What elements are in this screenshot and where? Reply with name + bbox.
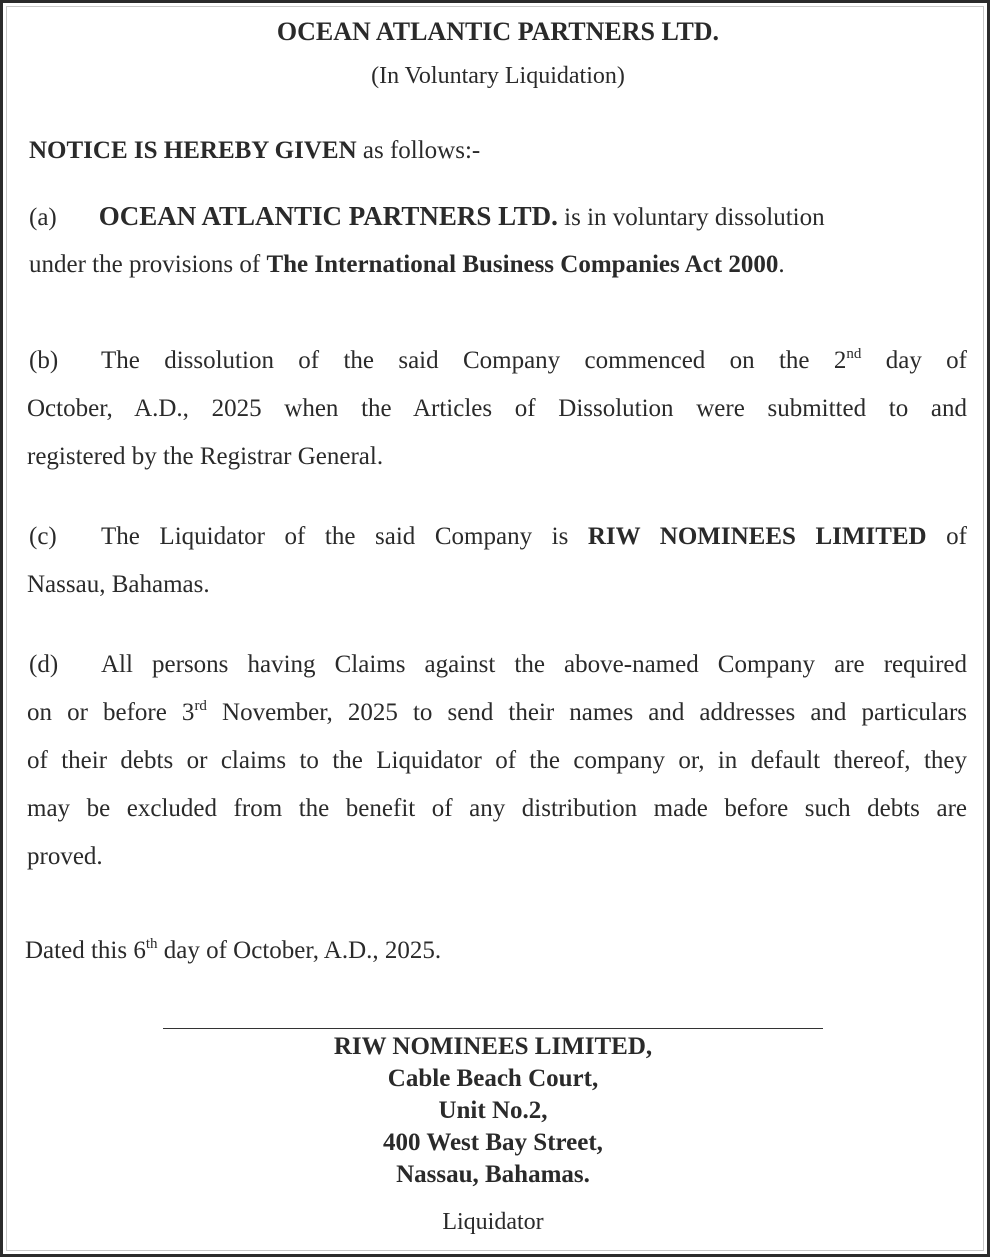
dated-sup: th <box>145 936 158 952</box>
signature-line <box>163 1028 823 1029</box>
dated-post: day of October, A.D., 2025. <box>157 937 442 964</box>
notice-lead-rest: as follows:- <box>356 137 481 164</box>
para-d-marker: (d) <box>29 651 59 678</box>
para-a-marker: (a) <box>29 204 57 231</box>
signatory-address-3: 400 West Bay Street, <box>383 1129 603 1156</box>
signatory-name: RIW NOMINEES LIMITED, <box>333 1033 653 1060</box>
para-a-company: OCEAN ATLANTIC PARTNERS LTD. <box>98 201 558 231</box>
para-b-line1 <box>101 347 967 375</box>
para-a-line1 <box>29 201 825 232</box>
para-a-act: The International Business Companies Act 2000 <box>266 251 779 278</box>
signatory-role: Liquidator <box>442 1209 544 1235</box>
dated-line <box>25 937 441 965</box>
para-d-line2-pre: on or before 3 <box>27 699 195 726</box>
para-b-line3: registered by the Registrar General. <box>27 443 384 470</box>
notice-subtitle: (In Voluntary Liquidation) <box>371 63 625 89</box>
para-c-liquidator: RIW NOMINEES LIMITED <box>587 523 927 550</box>
para-d-line5: proved. <box>27 843 103 870</box>
para-d-line4-text: may be excluded from the benefit of any distribution made before such debts are <box>27 795 967 822</box>
para-d-line1-text: All persons having Claims against the above-named Company are required <box>101 651 967 678</box>
notice-lead-bold: NOTICE IS HEREBY GIVEN <box>29 137 357 164</box>
para-b-line2-text: October, A.D., 2025 when the Articles of Dissolution were submitted to and <box>27 395 967 422</box>
para-b-marker: (b) <box>29 347 59 374</box>
para-a-end: . <box>778 251 785 278</box>
para-a-line2 <box>29 251 785 279</box>
notice-lead <box>29 137 480 165</box>
para-c-marker: (c) <box>29 523 57 550</box>
para-d-line1 <box>101 651 967 679</box>
para-d-line4 <box>27 795 967 823</box>
dated-pre: Dated this 6 <box>25 937 146 964</box>
para-d-line2-post: November, 2025 to send their names and addresses and particulars <box>206 699 968 726</box>
para-b-line1-pre: The dissolution of the said Company commenced on the 2 <box>101 347 847 374</box>
signatory-address-1: Cable Beach Court, <box>387 1065 599 1092</box>
para-d-line3-text: of their debts or claims to the Liquidator of the company or, in default thereof, they <box>27 747 967 774</box>
signatory-address-2: Unit No.2, <box>438 1097 548 1124</box>
para-c-line2: Nassau, Bahamas. <box>27 571 210 598</box>
notice-title: OCEAN ATLANTIC PARTNERS LTD. <box>276 17 720 46</box>
signatory-address-4: Nassau, Bahamas. <box>396 1161 590 1188</box>
para-b-line1-sup: nd <box>846 346 862 362</box>
para-d-line2-sup: rd <box>194 698 207 714</box>
para-d-line2 <box>27 699 967 727</box>
para-d-line3 <box>27 747 967 775</box>
para-b-line1-post: day of <box>861 347 967 374</box>
para-c-line1 <box>101 523 967 551</box>
para-b-line2 <box>27 395 967 423</box>
para-c-line1-pre: The Liquidator of the said Company is <box>101 523 588 550</box>
para-c-line1-post: of <box>926 523 967 550</box>
para-a-text1: is in voluntary dissolution <box>557 204 825 231</box>
para-a-text2: under the provisions of <box>29 251 267 278</box>
